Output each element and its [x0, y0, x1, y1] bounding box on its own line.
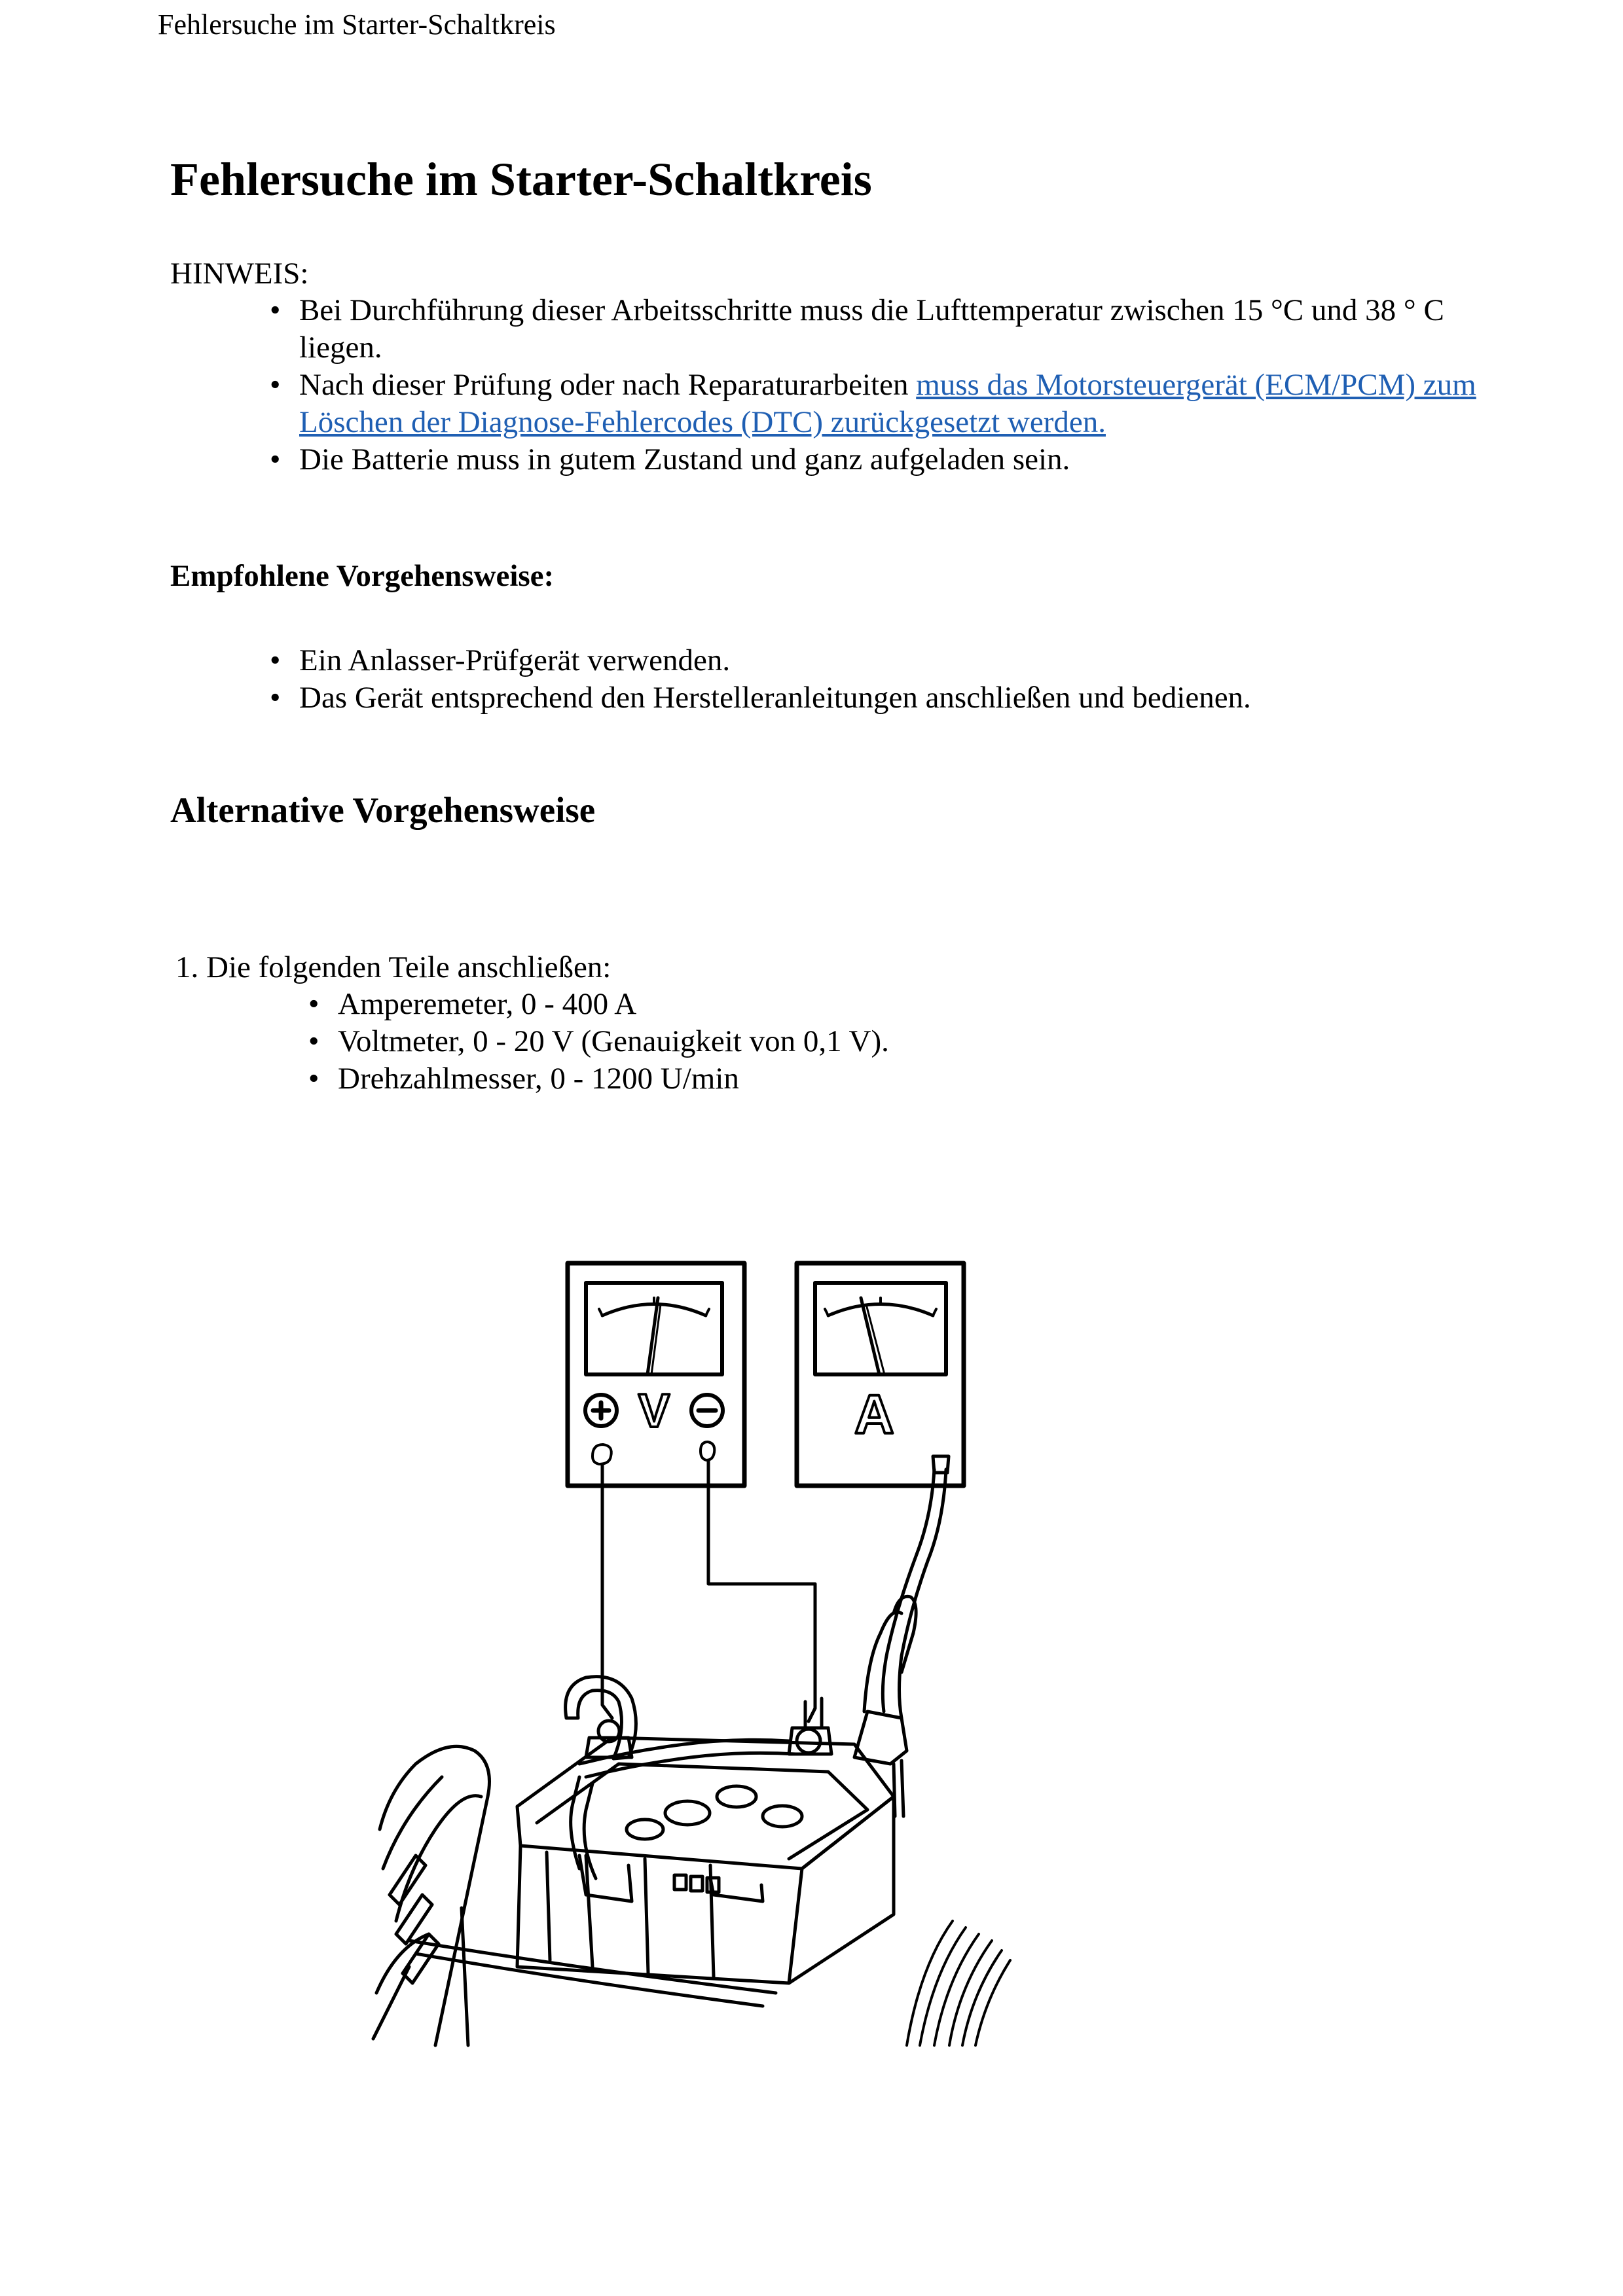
battery [517, 1738, 894, 1983]
alternative-heading: Alternative Vorgehensweise [170, 790, 596, 830]
bullet-icon: • [308, 1062, 319, 1096]
bullet-icon: • [270, 293, 281, 327]
running-header: Fehlersuche im Starter-Schaltkreis [158, 9, 556, 41]
note-list [270, 292, 1497, 478]
list-item [270, 679, 1497, 717]
equipment-text: Voltmeter, 0 - 20 V (Genauigkeit von 0,1 V). [338, 1024, 889, 1058]
bullet-icon: • [270, 442, 281, 476]
ammeter [797, 1263, 964, 1486]
step-1-label: 1. Die folgenden Teile anschließen: [175, 950, 611, 984]
ammeter-needle-icon [861, 1298, 884, 1374]
page-title: Fehlersuche im Starter-Schaltkreis [170, 153, 872, 206]
plus-terminal-icon [585, 1395, 617, 1426]
bullet-icon: • [270, 681, 281, 715]
ammeter-symbol: A [854, 1384, 894, 1445]
voltmeter-needle-icon [647, 1298, 661, 1374]
step-1-list [308, 986, 1320, 1098]
meter-connection-diagram [370, 1240, 1031, 2049]
equipment-text: Amperemeter, 0 - 400 A [338, 987, 637, 1021]
list-item [308, 1060, 1320, 1098]
recommended-heading: Empfohlene Vorgehensweise: [170, 559, 555, 593]
note-text: Die Batterie muss in gutem Zustand und ganz aufgeladen sein. [299, 442, 1070, 476]
recommended-text: Das Gerät entsprechend den Herstelleranleitungen anschließen und bedienen. [299, 681, 1251, 715]
voltmeter-leads [602, 1460, 815, 1721]
note-text: Nach dieser Prüfung oder nach Reparaturarbeiten [299, 368, 917, 402]
list-item [308, 1023, 1320, 1060]
recommended-list [270, 642, 1497, 717]
note-label: HINWEIS: [170, 257, 309, 291]
bullet-icon: • [308, 987, 319, 1021]
reset-ecm-link[interactable]: muss das Motorsteuergerät (ECM/PCM) zum Löschen der Diagnose-Fehlercodes (DTC) zurückgesetzt werden. [299, 368, 1476, 439]
bullet-icon: • [270, 368, 281, 402]
bullet-icon: • [270, 643, 281, 677]
list-item [270, 441, 1497, 478]
list-item [270, 292, 1497, 367]
list-item [308, 986, 1320, 1023]
equipment-text: Drehzahlmesser, 0 - 1200 U/min [338, 1062, 739, 1096]
list-item [270, 642, 1497, 679]
voltmeter [568, 1263, 744, 1486]
note-text: Bei Durchführung dieser Arbeitsschritte muss die Lufttemperatur zwischen 15 °C und 38 ° C liegen. [299, 293, 1444, 365]
minus-terminal-icon [691, 1395, 723, 1426]
list-item [270, 367, 1497, 441]
bullet-icon: • [308, 1024, 319, 1058]
recommended-text: Ein Anlasser-Prüfgerät verwenden. [299, 643, 731, 677]
voltmeter-symbol: V [638, 1385, 670, 1437]
engine-detail-right [907, 1921, 1010, 2045]
